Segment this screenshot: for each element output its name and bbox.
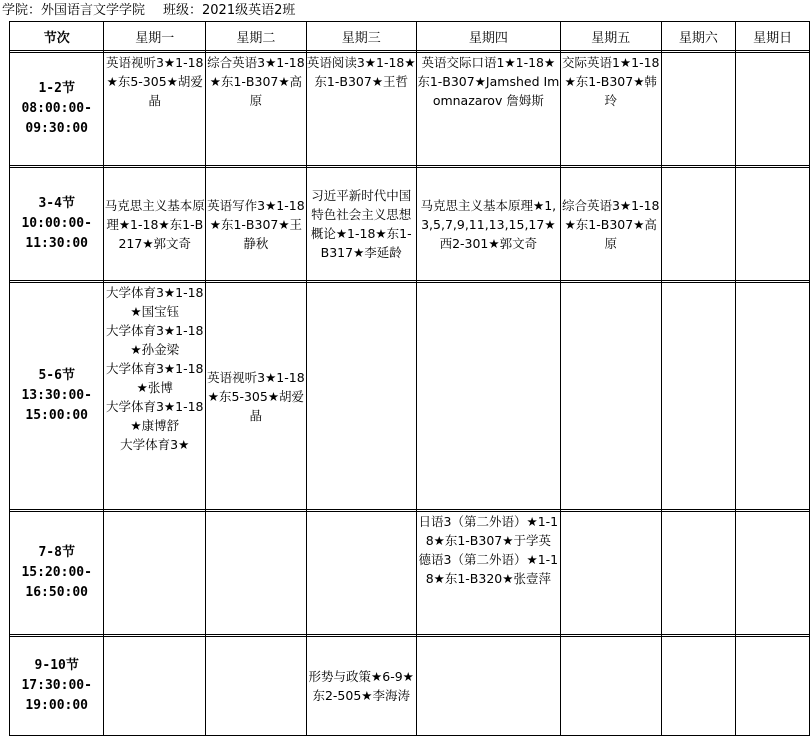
period-end: 09:30:00 [25, 121, 89, 136]
period-start: 17:30:00- [21, 678, 92, 693]
course-cell-fri [560, 283, 661, 510]
col-header-thu: 星期四 [416, 22, 560, 51]
period-period: 9-10节 [34, 658, 79, 673]
period-row [10, 283, 810, 510]
col-header-sun: 星期日 [736, 22, 810, 51]
col-header-wed: 星期三 [306, 22, 416, 51]
header-row [10, 22, 810, 51]
course-cell-sun [736, 168, 810, 281]
course-entry[interactable]: 大学体育3★1-18★张博 [105, 361, 204, 395]
course-cell-fri [560, 637, 661, 736]
course-cell-mon [104, 512, 206, 635]
course-cell-thu[interactable] [416, 168, 560, 281]
course-entry[interactable]: 日语3（第二外语）★1-18★东1-B307★于学英 [418, 514, 559, 548]
course-entry[interactable]: 英语阅读3★1-18★东1-B307★王哲 [306, 55, 416, 89]
period-label [10, 637, 104, 736]
period-row [10, 168, 810, 281]
course-cell-fri[interactable] [560, 53, 661, 166]
course-cell-tue [206, 637, 307, 736]
course-cell-mon[interactable] [104, 168, 206, 281]
period-end: 11:30:00 [25, 236, 89, 251]
course-cell-tue [206, 512, 307, 635]
period-end: 19:00:00 [25, 698, 89, 713]
college-label: 学院：外国语言文学学院 [2, 3, 146, 18]
col-header-tue: 星期二 [206, 22, 307, 51]
course-cell-wed[interactable] [306, 53, 416, 166]
course-entry[interactable]: 大学体育3★1-18★国宝钰 [105, 285, 204, 319]
period-label [10, 168, 104, 281]
col-header-sat: 星期六 [661, 22, 736, 51]
period-label [10, 53, 104, 166]
period-period: 5-6节 [38, 368, 75, 383]
course-cell-mon [104, 637, 206, 736]
course-cell-sat [661, 53, 736, 166]
course-cell-wed [306, 512, 416, 635]
course-entry[interactable]: 习近平新时代中国特色社会主义思想概论★1-18★东1-B317★李延龄 [310, 188, 412, 260]
course-cell-thu [416, 283, 560, 510]
course-cell-thu[interactable] [416, 512, 560, 635]
course-cell-sun [736, 512, 810, 635]
class-label: 班级：2021级英语2班 [163, 3, 296, 18]
period-row [10, 637, 810, 736]
course-entry[interactable]: 综合英语3★1-18★东1-B307★高原 [561, 197, 660, 251]
period-period: 1-2节 [38, 81, 75, 96]
course-entry[interactable]: 英语视听3★1-18★东5-305★胡爱晶 [105, 55, 204, 108]
period-start: 13:30:00- [21, 388, 92, 403]
course-cell-sun [736, 53, 810, 166]
course-cell-tue[interactable] [206, 283, 307, 510]
course-entry[interactable]: 交际英语1★1-18★东1-B307★韩玲 [561, 55, 660, 108]
course-entry[interactable]: 综合英语3★1-18★东1-B307★高原 [207, 55, 305, 108]
course-cell-sat [661, 283, 736, 510]
course-entry[interactable]: 大学体育3★ [120, 437, 190, 452]
course-entry[interactable]: 马克思主义基本原理★1-18★东1-B217★郭文奇 [104, 197, 205, 251]
course-cell-wed[interactable] [306, 168, 416, 281]
course-cell-tue[interactable] [206, 168, 307, 281]
period-period: 3-4节 [38, 196, 75, 211]
period-start: 15:20:00- [21, 565, 92, 580]
course-cell-fri[interactable] [560, 168, 661, 281]
course-entry[interactable]: 形势与政策★6-9★东2-505★李海涛 [308, 669, 414, 703]
period-end: 16:50:00 [25, 585, 89, 600]
course-entry[interactable]: 大学体育3★1-18★孙金梁 [105, 323, 204, 357]
header-line [0, 0, 810, 21]
course-cell-thu [416, 637, 560, 736]
course-entry[interactable]: 英语写作3★1-18★东1-B307★王静秋 [207, 197, 305, 251]
course-cell-sat [661, 512, 736, 635]
course-cell-fri [560, 512, 661, 635]
period-period: 7-8节 [38, 545, 75, 560]
period-label [10, 283, 104, 510]
course-cell-sat [661, 637, 736, 736]
course-cell-sun [736, 637, 810, 736]
period-row [10, 53, 810, 166]
course-entry[interactable]: 大学体育3★1-18★康博舒 [105, 399, 204, 433]
course-cell-mon[interactable] [104, 53, 206, 166]
course-cell-mon[interactable] [104, 283, 206, 510]
period-start: 10:00:00- [21, 216, 92, 231]
col-header-mon: 星期一 [104, 22, 206, 51]
period-row [10, 512, 810, 635]
schedule-table [9, 21, 810, 736]
course-entry[interactable]: 德语3（第二外语）★1-18★东1-B320★张壹萍 [418, 552, 559, 586]
col-header-fri: 星期五 [560, 22, 661, 51]
course-entry[interactable]: 英语交际口语1★1-18★东1-B307★Jamshed Imomnazarov 詹姆斯 [417, 55, 560, 108]
course-cell-sat [661, 168, 736, 281]
course-entry[interactable]: 英语视听3★1-18★东5-305★胡爱晶 [207, 369, 305, 423]
col-header-period: 节次 [10, 22, 104, 51]
period-label [10, 512, 104, 635]
period-start: 08:00:00- [21, 101, 92, 116]
course-cell-thu[interactable] [416, 53, 560, 166]
course-entry[interactable]: 马克思主义基本原理★1,3,5,7,9,11,13,15,17★西2-301★郭文奇 [420, 197, 557, 251]
period-end: 15:00:00 [25, 408, 89, 423]
course-cell-sun [736, 283, 810, 510]
course-cell-wed[interactable] [306, 637, 416, 736]
course-cell-tue[interactable] [206, 53, 307, 166]
course-cell-wed [306, 283, 416, 510]
